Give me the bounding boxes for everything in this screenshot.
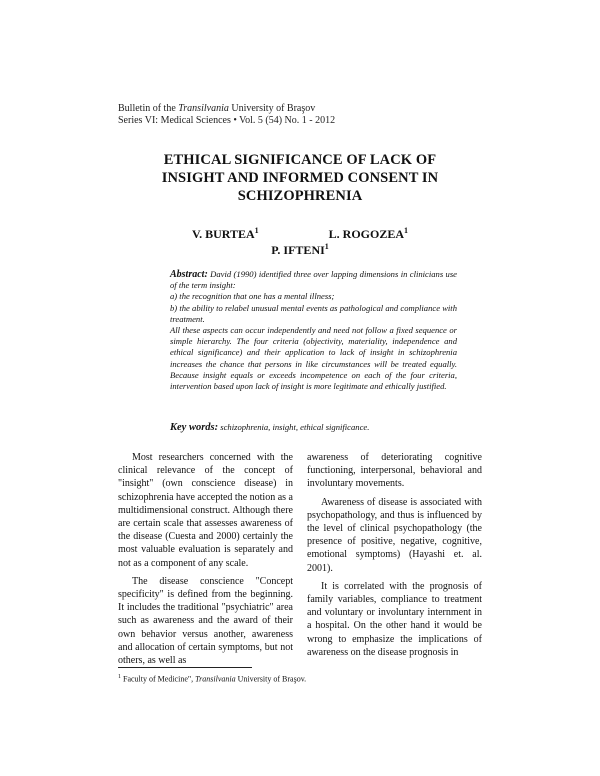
body-paragraph: Awareness of disease is associated with psychopathology, and thus is influenced by the level of clinical psychopathology (the presence of positive, negative, cognitive, emotional symptoms) (Hayashi et. al. 2001). (307, 496, 482, 574)
abstract-para-3: b) the ability to relabel unusual mental events as pathological and compliance with treatment. (170, 302, 457, 324)
keywords (170, 421, 460, 434)
keywords-label: Key words: (170, 422, 219, 433)
title-line-1: ETHICAL SIGNIFICANCE OF LACK OF (163, 152, 437, 168)
author-ifteni: P. IFTENI$^1$ (271, 242, 329, 257)
author-list (118, 226, 482, 258)
body-paragraph: awareness of deteriorating cognitive functioning, interpersonal, behavioral and involuntary movements. (307, 452, 482, 490)
title-line-3: SCHIZOPHRENIA (237, 188, 363, 204)
journal-header (118, 103, 335, 127)
footnote-rule (118, 667, 252, 668)
abstract (170, 269, 457, 392)
paper-title (118, 151, 482, 205)
abstract-para-2: a) the recognition that one has a mental illness; (170, 291, 335, 302)
body-paragraph: Most researchers concerned with the clinical relevance of the concept of "insight" (own conscience disease) in schizophrenia have accepted the notion as a multidimensional construct. Although there are certain scale that assesses awareness of the disease (Cuesta and 2000) certainly the most valuable evaluation is separately and not as a component of any scale. (118, 452, 293, 569)
abstract-label: Abstract: (170, 269, 208, 280)
abstract-para-4: All these aspects can occur independently and need not follow a fixed sequence or simple hierarchy. The four criteria (objectivity, materiality, independence and ethical significance) and their application to lack of insight in schizophrenia increases the chance that persons in like circumstances will be treated equally. Because insight equals or exceeds incompetence on each of the four criteria, intervention based upon lack of insight is more legitimate and ethically justified. (170, 325, 457, 392)
footnote: $^1$ Faculty of Medicine", Transilvania University of Braşov. (118, 674, 307, 684)
author-rogozea: L. ROGOZEA$^1$ (328, 226, 409, 241)
keywords-text: schizophrenia, insight, ethical significance. (218, 422, 370, 432)
journal-header-line2: Series VI: Medical Sciences • Vol. 5 (54) No. 1 - 2012 (118, 115, 336, 126)
author-burtea: V. BURTEA$^1$ (191, 226, 259, 241)
body-column-right (307, 451, 482, 664)
body-column-left (118, 451, 293, 672)
journal-header-line1: Bulletin of the Transilvania University of Braşov (118, 103, 316, 114)
title-line-2: INSIGHT AND INFORMED CONSENT IN (161, 170, 439, 186)
body-paragraph: It is correlated with the prognosis of family variables, compliance to treatment and voluntary or involuntary internment in a hospital. On the other hand it would be wrong to emphasize the implications of awareness on the disease prognosis in (307, 580, 482, 658)
body-paragraph: The disease conscience "Concept specificity" is defined from the beginning. It includes the traditional "psychiatric" area such as awareness and the award of their own behavior versus another, awareness and allocation of certain symptoms, but not others, as well as (118, 575, 293, 667)
abstract-para-1: Abstract: David (1990) identified three over lapping dimensions in clinicians use of the term insight: (170, 269, 457, 291)
